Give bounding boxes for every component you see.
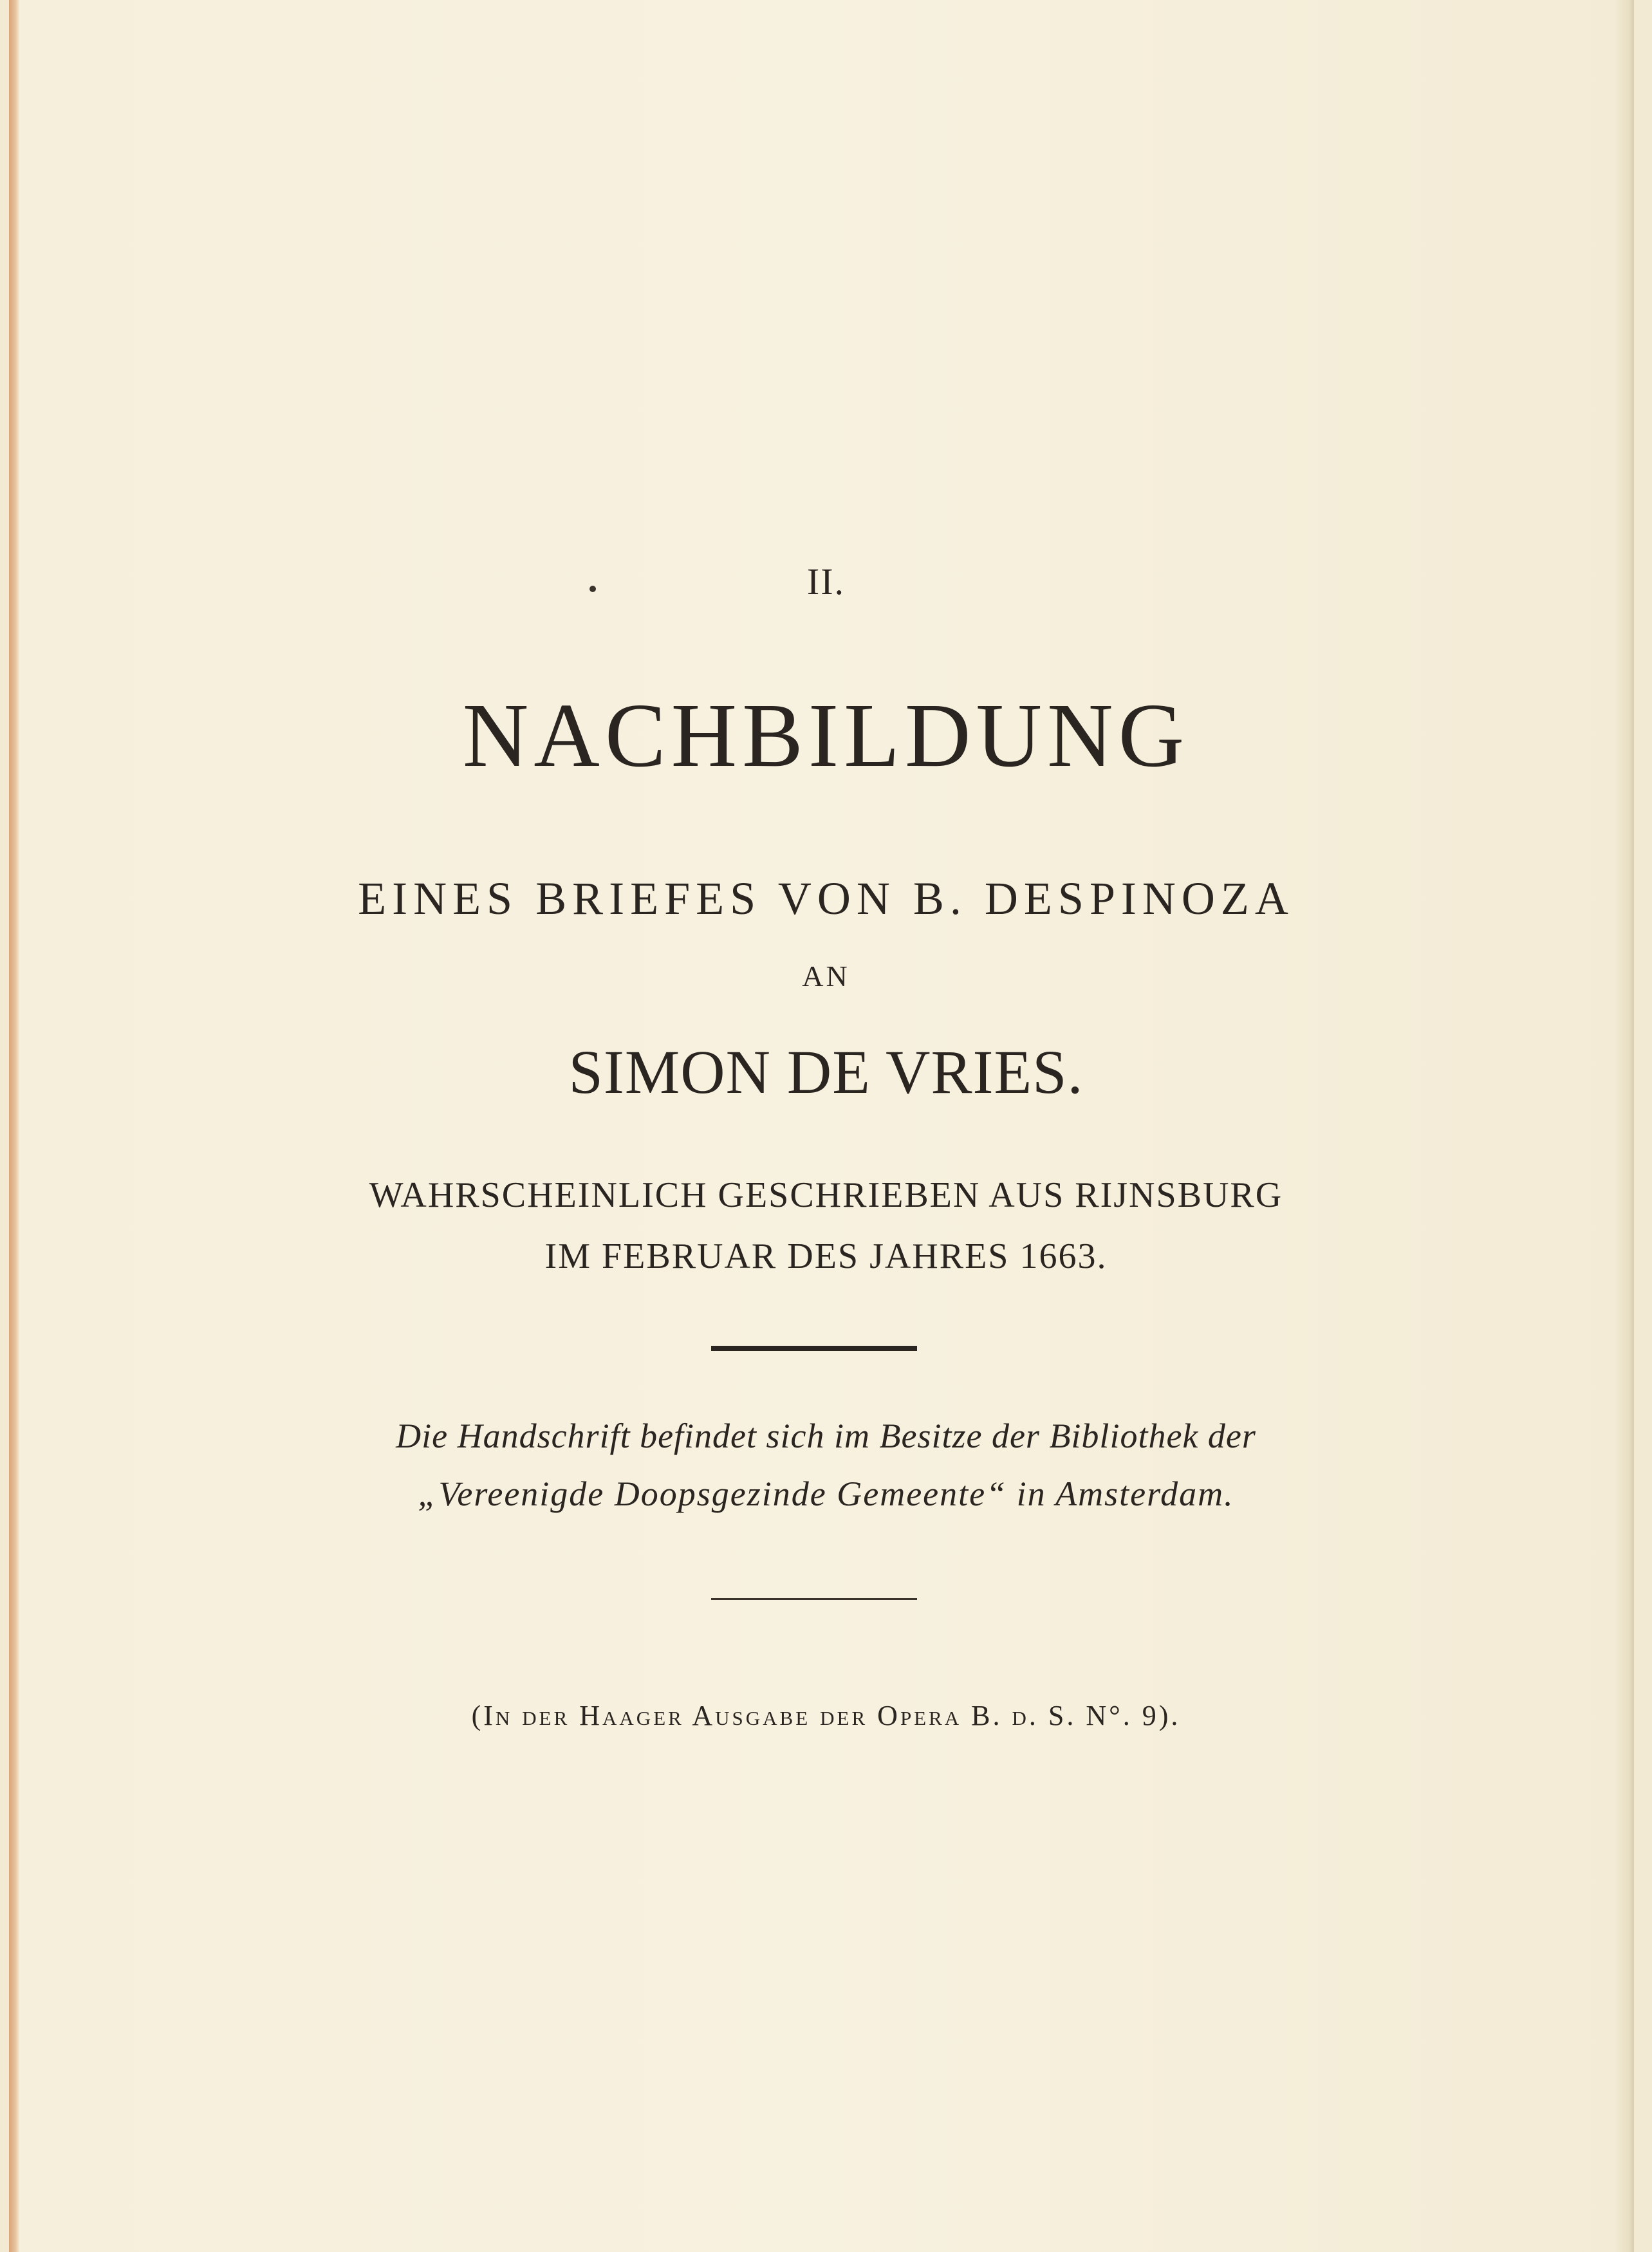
recipient-name: SIMON DE VRIES. (568, 1038, 1084, 1106)
page-right-edge (1616, 0, 1634, 2252)
page-left-edge (9, 0, 19, 2252)
conjunction-text: AN (802, 960, 850, 992)
provenance-note-line-1: Die Handschrift befindet sich im Besitze der Bibliothek der (396, 1417, 1256, 1455)
edition-reference: (In der Haager Ausgabe der Opera B. d. S. N°. 9). (471, 1700, 1181, 1731)
page-subtitle: EINES BRIEFES VON B. DESPINOZA (358, 873, 1294, 924)
book-page (9, 0, 1634, 2252)
provenance-note-line-2: „Vereenigde Doopsgezinde Gemeente“ in Amsterdam. (418, 1475, 1234, 1513)
section-numeral: II. (806, 561, 846, 602)
origin-line-1: WAHRSCHEINLICH GESCHRIEBEN AUS RIJNSBURG (369, 1175, 1283, 1215)
thick-divider-rule (711, 1346, 917, 1351)
page-title: NACHBILDUNG (462, 684, 1190, 786)
origin-line-2: IM FEBRUAR DES JAHRES 1663. (544, 1236, 1108, 1276)
thin-divider-rule (711, 1598, 917, 1600)
